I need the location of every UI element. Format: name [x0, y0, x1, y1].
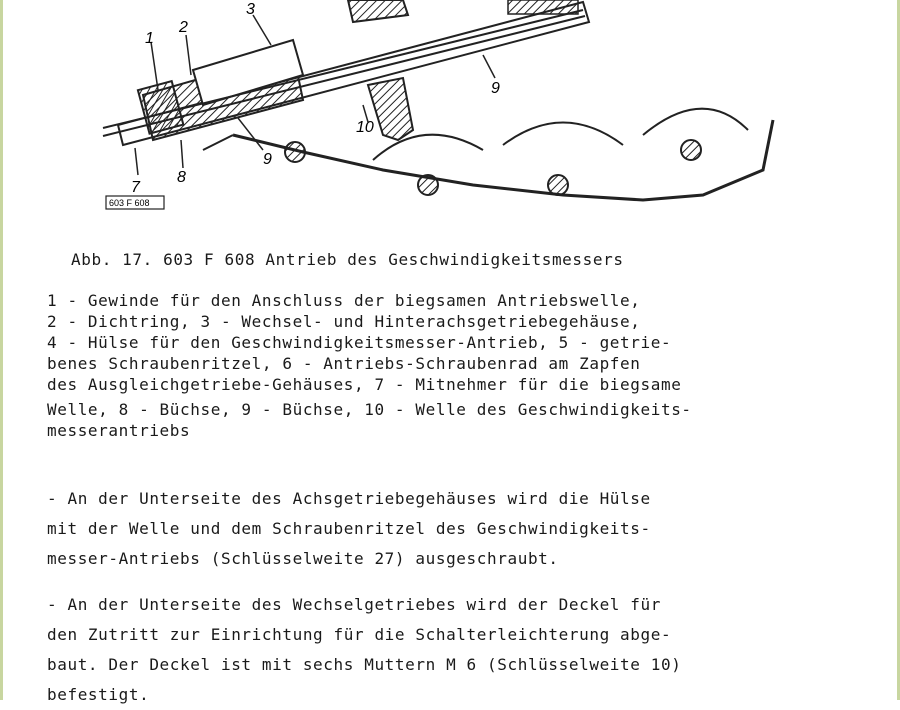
- legend-line: des Ausgleichgetriebe-Gehäuses, 7 - Mitnehmer für die biegsame: [47, 375, 682, 394]
- legend-line: 2 - Dichtring, 3 - Wechsel- und Hinterachsgetriebegehäuse,: [47, 312, 641, 331]
- paragraph-line: baut. Der Deckel ist mit sechs Muttern M 6 (Schlüsselweite 10): [47, 655, 682, 674]
- technical-drawing: [3, 0, 900, 215]
- legend-line: messerantriebs: [47, 421, 191, 440]
- label-1: 1: [145, 30, 154, 47]
- paragraph-2: [47, 590, 681, 710]
- legend-line: 4 - Hülse für den Geschwindigkeitsmesser-Antrieb, 5 - getrie-: [47, 333, 672, 352]
- label-7: 7: [131, 179, 140, 196]
- paragraph-line: mit der Welle und dem Schraubenritzel des Geschwindigkeits-: [47, 519, 651, 538]
- legend-line: Welle, 8 - Büchse, 9 - Büchse, 10 - Welle des Geschwindigkeits-: [47, 400, 692, 419]
- label-3: 3: [246, 1, 255, 18]
- figure-caption: Abb. 17. 603 F 608 Antrieb des Geschwindigkeitsmessers: [71, 250, 624, 269]
- paragraph-line: messer-Antriebs (Schlüsselweite 27) ausgeschraubt.: [47, 549, 559, 568]
- shaft-assembly: [103, 0, 589, 145]
- legend-line: benes Schraubenritzel, 6 - Antriebs-Schraubenrad am Zapfen: [47, 354, 641, 373]
- legend-line: 1 - Gewinde für den Anschluss der biegsamen Antriebswelle,: [47, 291, 641, 310]
- label-9-upper: 9: [491, 80, 500, 97]
- drawing-svg: [3, 0, 900, 215]
- paragraph-1: [47, 484, 651, 574]
- paragraph-line: den Zutritt zur Einrichtung für die Schalterleichterung abge-: [47, 625, 672, 644]
- label-8: 8: [177, 169, 186, 186]
- label-10: 10: [356, 119, 374, 136]
- stamp-text: 603 F 608: [109, 198, 150, 208]
- paragraph-line: befestigt.: [47, 685, 150, 704]
- label-9-lower: 9: [263, 151, 272, 168]
- paragraph-line: - An der Unterseite des Wechselgetriebes wird der Deckel für: [47, 595, 661, 614]
- paragraph-line: - An der Unterseite des Achsgetriebegehäuses wird die Hülse: [47, 489, 651, 508]
- label-2: 2: [179, 19, 188, 36]
- legend: [47, 290, 877, 441]
